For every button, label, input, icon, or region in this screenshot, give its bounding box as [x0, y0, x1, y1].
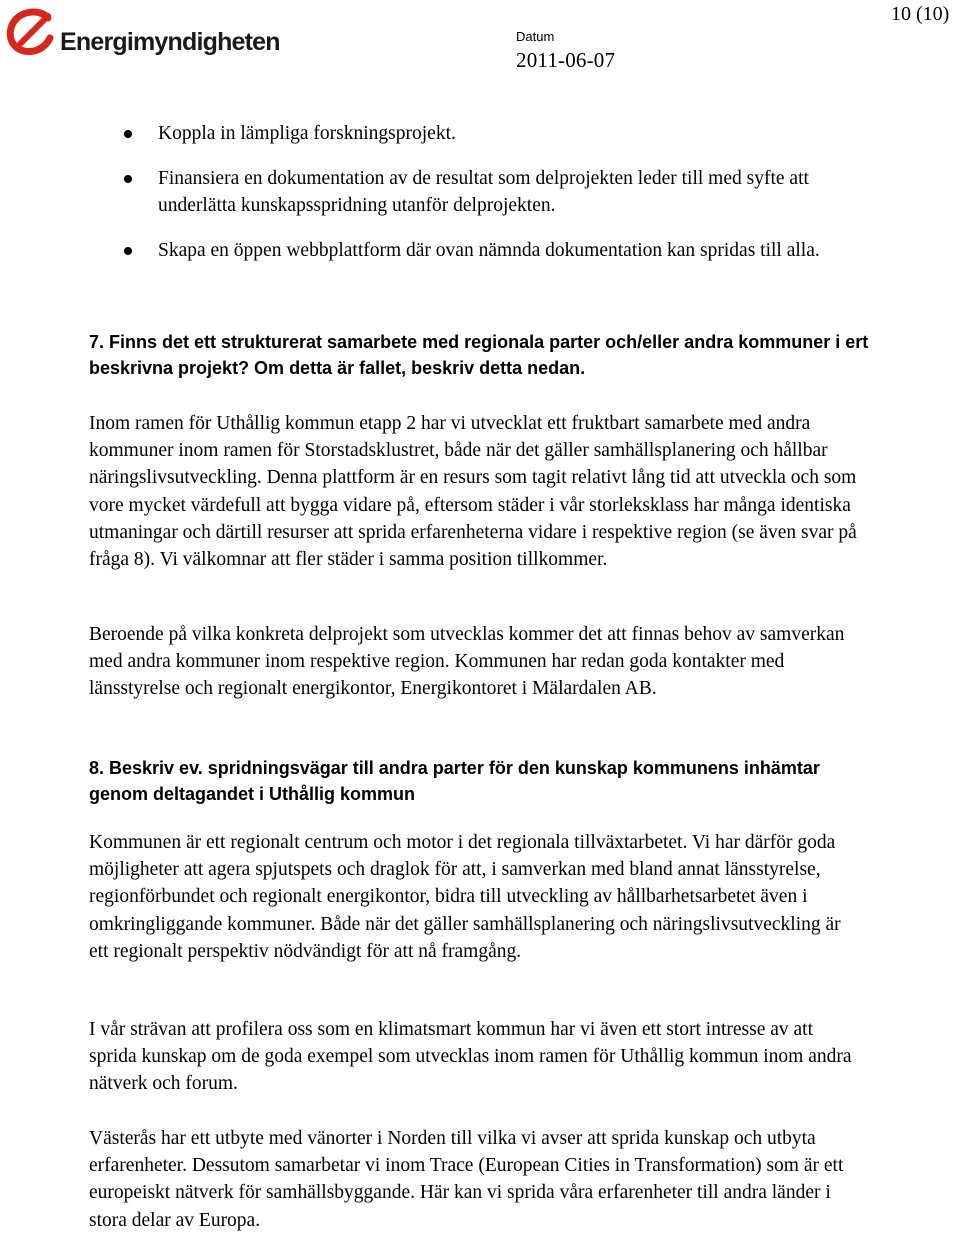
answer-7-paragraph: Inom ramen för Uthållig kommun etapp 2 har vi utvecklat ett fruktbart samarbete med andra kommuner inom ramen för Storstadsklustret, både när det gäller samhällsplanering och hållbar näringslivsutveckling. Denna plattform är en resurs som tagit relativt lång tid att utveckla och som vore mycket värdefull att bygga vidare på, eftersom städer i vår storleksklass har många identiska utmaningar och därtill resurser att sprida erfarenheterna vidare i respektive region (se även svar på fråga 8). Vi välkomnar att fler städer i samma position tillkommer. — [89, 413, 857, 571]
question-8-heading: 8. Beskriv ev. spridningsvägar till andra parter för den kunskap kommunens inhämtar genom deltagandet i Uthållig kommun — [89, 758, 820, 804]
list-item: Skapa en öppen webbplattform där ovan nämnda dokumentation kan spridas till alla. — [0, 237, 858, 264]
answer-8-paragraph: I vår strävan att profilera oss som en klimatsmart kommun har vi även ett stort intresse av att sprida kunskap om de goda exempel som utvecklas inom ramen för Uthållig kommun inom andra nätverk och forum. — [89, 1019, 852, 1095]
bullet-list — [0, 120, 960, 282]
date-value: 2011-06-07 — [516, 48, 616, 72]
list-item: Finansiera en dokumentation av de resultat som delprojekten leder till med syfte att underlätta kunskapsspridning utanför delprojekten. — [0, 165, 858, 219]
answer-8-paragraph: Kommunen är ett regionalt centrum och motor i det regionala tillväxtarbetet. Vi har därför goda möjligheter att agera spjutspets och draglok för att, i samverkan med bland annat länsstyrelse, regionförbundet och regionalt energikontor, bidra till utveckling av hållbarhetsarbetet även i omkringliggande kommuner. Både när det gäller samhällsplanering och näringslivsutveckling är ett regionalt perspektiv nödvändigt för att nå framgång. — [89, 832, 841, 962]
list-item: Koppla in lämpliga forskningsprojekt. — [0, 120, 858, 147]
logo-text: Energimyndigheten — [60, 28, 280, 56]
question-7-heading: 7. Finns det ett strukturerat samarbete med regionala parter och/eller andra kommuner i ert beskrivna projekt? Om detta är fallet, beskriv detta nedan. — [89, 332, 869, 378]
date-label: Datum — [516, 29, 555, 44]
logo-swoosh-icon — [4, 4, 60, 60]
answer-8-paragraph: Västerås har ett utbyte med vänorter i Norden till vilka vi avser att sprida kunskap och utbyta erfarenheter. Dessutom samarbetar vi inom Trace (European Cities in Transformation) som är ett europeiskt nätverk för samhällsbyggande. Här kan vi sprida våra erfarenheter till andra länder i stora delar av Europa. — [89, 1128, 844, 1231]
answer-7-paragraph: Beroende på vilka konkreta delprojekt som utvecklas kommer det att finnas behov av samverkan med andra kommuner inom respektive region. Kommunen har redan goda kontakter med länsstyrelse och regionalt energikontor, Energikontoret i Mälardalen AB. — [89, 624, 845, 700]
energimyndigheten-logo — [4, 4, 280, 60]
page-number: 10 (10) — [891, 3, 950, 25]
